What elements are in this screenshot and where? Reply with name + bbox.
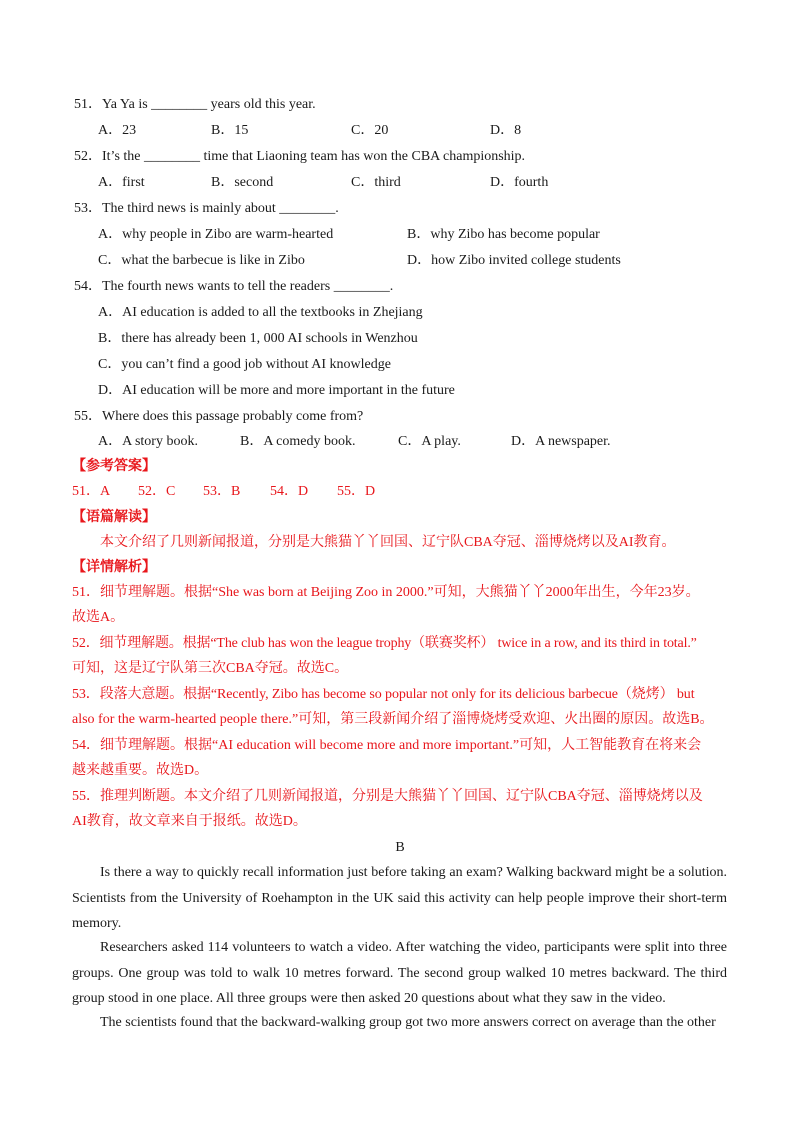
- question-stem-51: 51．Ya Ya is ________ years old this year.: [74, 97, 316, 112]
- analysis-52-line1: 52．细节理解题。根据“The club has won the league trophy（联赛奖杯） twice in a row, and its third in total.”: [72, 636, 697, 651]
- summary-text: 本文介绍了几则新闻报道，分别是大熊猫丫丫回国、辽宁队CBA夺冠、淄博烧烤以及AI教育。: [100, 535, 676, 550]
- section-b-paragraph-3: The scientists found that the backward-walking group got two more answers correct on average than the other: [100, 1015, 716, 1030]
- option-52-d: D．fourth: [490, 175, 549, 190]
- option-51-b: B．15: [211, 123, 249, 138]
- answer-51: 51．A: [72, 484, 111, 499]
- section-b-label: B: [395, 840, 405, 855]
- answer-54: 54．D: [270, 484, 309, 499]
- option-52-a: A．first: [98, 175, 145, 190]
- option-51-a: A．23: [98, 123, 137, 138]
- analysis-53-line2: also for the warm-hearted people there.”可知，第三段新闻介绍了淄博烧烤受欢迎、火出圈的原因。故选B。: [72, 712, 714, 727]
- analysis-51-line2: 故选A。: [72, 610, 125, 625]
- answer-52: 52．C: [138, 484, 176, 499]
- analysis-54-line2: 越来越重要。故选D。: [72, 763, 209, 778]
- answer-53: 53．B: [203, 484, 241, 499]
- option-54-a: A．AI education is added to all the textbooks in Zhejiang: [98, 305, 423, 320]
- section-b-paragraph-1: Is there a way to quickly recall information just before taking an exam? Walking backward might be a solution. Scientists from the University of Roehampton in the UK said this activity can help people improve their short-term memory.: [72, 865, 727, 931]
- analysis-52-line2: 可知，这是辽宁队第三次CBA夺冠。故选C。: [72, 661, 349, 676]
- analysis-51-line1: 51．细节理解题。根据“She was born at Beijing Zoo in 2000.”可知，大熊猫丫丫2000年出生，今年23岁。: [72, 585, 700, 600]
- analysis-55-line2: AI教育，故文章来自于报纸。故选D。: [72, 814, 307, 829]
- question-stem-53: 53．The third news is mainly about ________.: [74, 201, 339, 216]
- section-b-paragraph-2: Researchers asked 114 volunteers to watch a video. After watching the video, participants were split into three groups. One group was told to walk 10 metres forward. The second group walked 10 metres backward. The third group stood in one place. All three groups were then asked 20 questions about what they saw in the video.: [72, 940, 727, 1006]
- option-51-c: C．20: [351, 123, 389, 138]
- answer-key-heading: 【参考答案】: [72, 459, 156, 474]
- option-52-c: C．third: [351, 175, 401, 190]
- answer-55: 55．D: [337, 484, 376, 499]
- option-55-c: C．A play.: [398, 434, 461, 449]
- option-53-b: B．why Zibo has become popular: [407, 227, 600, 242]
- option-52-b: B．second: [211, 175, 274, 190]
- option-55-a: A．A story book.: [98, 434, 198, 449]
- question-stem-55: 55．Where does this passage probably come from?: [74, 409, 364, 424]
- option-53-d: D．how Zibo invited college students: [407, 253, 621, 268]
- option-53-a: A．why people in Zibo are warm-hearted: [98, 227, 334, 242]
- summary-heading: 【语篇解读】: [72, 510, 156, 525]
- analysis-54-line1: 54．细节理解题。根据“AI education will become more and more important.”可知，人工智能教育在将来会: [72, 738, 702, 753]
- analysis-heading: 【详情解析】: [72, 560, 156, 575]
- analysis-53-line1: 53．段落大意题。根据“Recently, Zibo has become so popular not only for its delicious barbecue（烧烤） but: [72, 687, 695, 702]
- option-54-d: D．AI education will be more and more important in the future: [98, 383, 455, 398]
- option-54-c: C．you can’t find a good job without AI knowledge: [98, 357, 391, 372]
- analysis-55-line1: 55．推理判断题。本文介绍了几则新闻报道，分别是大熊猫丫丫回国、辽宁队CBA夺冠、淄博烧烤以及: [72, 789, 703, 804]
- question-stem-54: 54．The fourth news wants to tell the readers ________.: [74, 279, 394, 294]
- question-stem-52: 52．It’s the ________ time that Liaoning team has won the CBA championship.: [74, 149, 526, 164]
- option-55-d: D．A newspaper.: [511, 434, 611, 449]
- option-51-d: D．8: [490, 123, 522, 138]
- option-55-b: B．A comedy book.: [240, 434, 356, 449]
- option-53-c: C．what the barbecue is like in Zibo: [98, 253, 305, 268]
- option-54-b: B．there has already been 1, 000 AI schools in Wenzhou: [98, 331, 418, 346]
